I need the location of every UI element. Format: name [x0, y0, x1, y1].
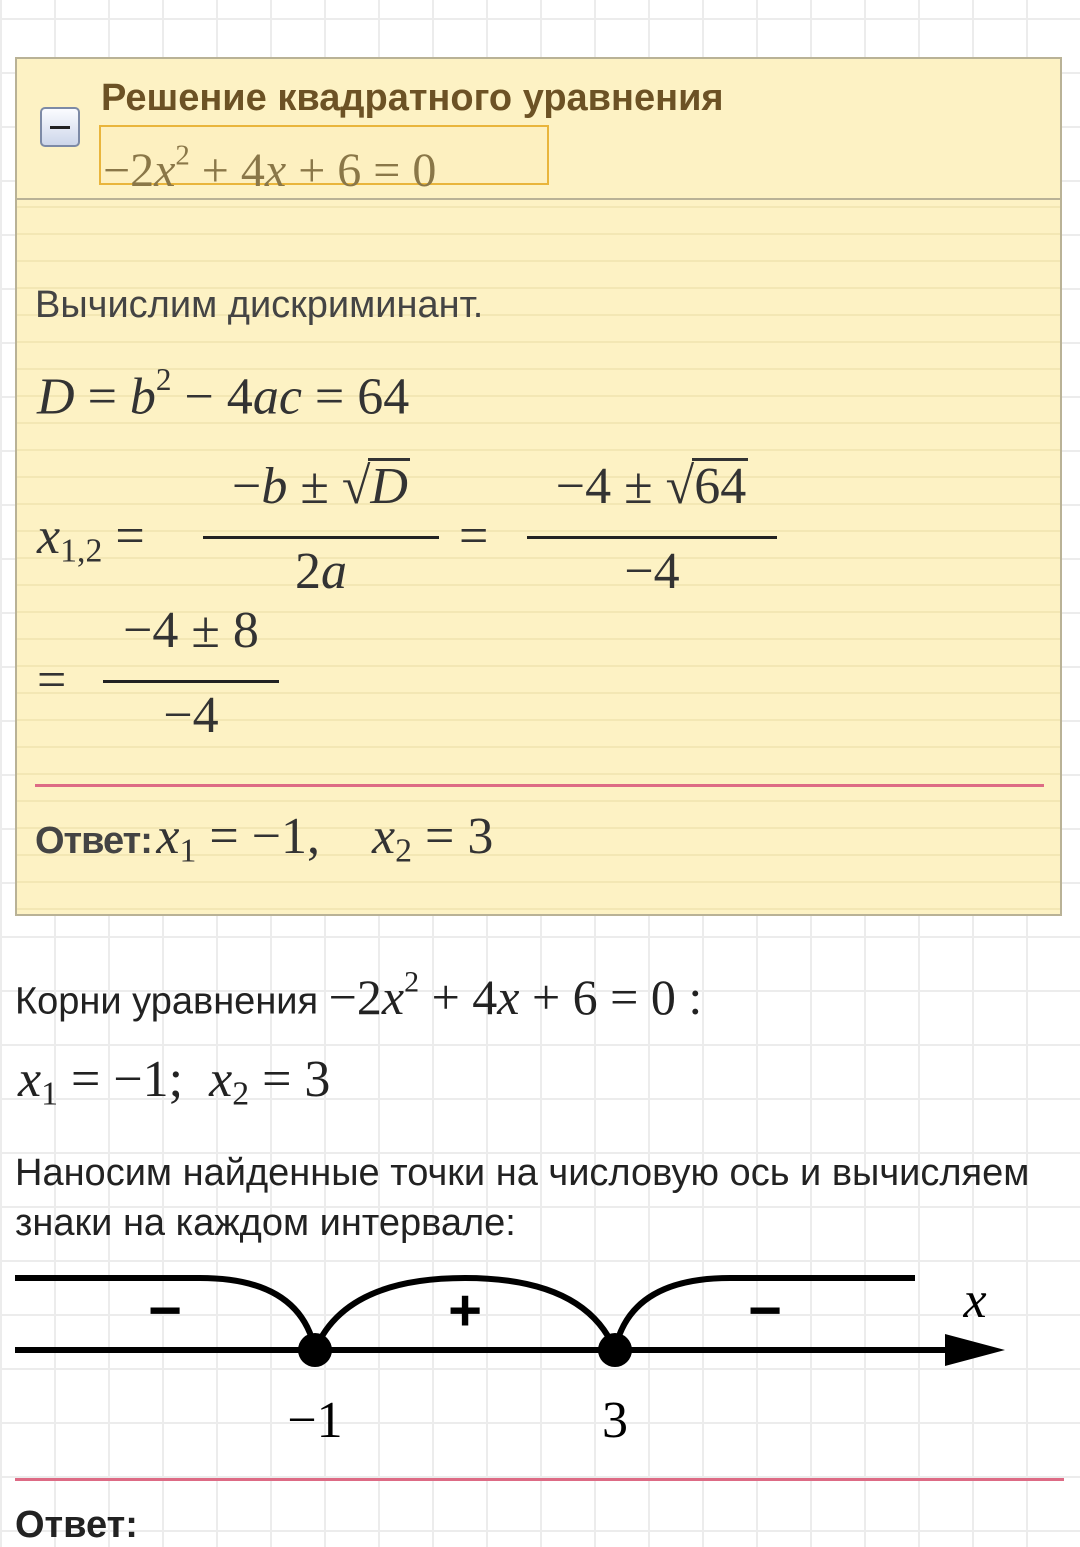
roots-values: $x_1 = -1$; $x_2 = 3$	[18, 1051, 331, 1113]
roots-intro-line	[15, 965, 702, 1026]
discriminant-formula: $D = b^2 - 4ac = 64$	[37, 362, 410, 426]
fraction-bar	[103, 680, 279, 683]
number-line-diagram	[0, 1262, 1080, 1462]
equation-input[interactable]	[99, 125, 549, 197]
point-marker	[598, 1333, 632, 1367]
solution-card-header	[17, 59, 1060, 200]
equals-sign: =	[37, 652, 67, 709]
collapse-minus-icon[interactable]	[40, 107, 80, 147]
fraction-bar	[203, 536, 439, 539]
sign-label-3: −	[748, 1278, 782, 1343]
solution-title: Решение квадратного уравнения	[101, 77, 724, 119]
equals-sign: =	[459, 508, 489, 565]
fraction-numerator: −b ± √D	[232, 458, 408, 515]
sign-label-2: +	[448, 1278, 482, 1343]
answer-divider	[35, 784, 1044, 787]
fraction-bar	[527, 536, 777, 539]
roots-equation: $-2x^2 + 4x + 6 = 0$ :	[328, 965, 703, 1025]
axis-variable-label: x	[963, 1272, 987, 1329]
fraction-numerator: −4 ± 8	[123, 602, 259, 659]
roots-intro-text: Корни уравнения	[15, 980, 319, 1023]
solution-card	[15, 57, 1062, 916]
fraction-numerator: −4 ± √64	[555, 458, 747, 515]
answer-row	[35, 807, 493, 870]
axis-arrow-icon	[945, 1334, 1005, 1366]
next-answer-label: Ответ:	[15, 1504, 138, 1546]
bottom-divider	[15, 1478, 1064, 1481]
point-label-1: −1	[287, 1392, 343, 1449]
paragraph-text: Наносим найденные точки на числовую ось и вычисляем знаки на каждом интервале:	[15, 1152, 1030, 1244]
roots-formula-lhs: $x_{1,2}$ =	[37, 508, 145, 570]
fraction-denominator: −4	[163, 687, 219, 744]
sign-label-1: −	[148, 1278, 182, 1343]
fraction-denominator: −4	[624, 543, 680, 600]
equation-text: $-2x^2 + 4x + 6 = 0$	[103, 139, 437, 197]
point-marker	[298, 1333, 332, 1367]
point-label-2: 3	[602, 1392, 628, 1449]
fraction-denominator: 2a	[295, 543, 347, 600]
answer-label: Ответ:	[35, 820, 152, 862]
answer-value: $x_1 = -1$, $x_2 = 3$	[156, 808, 494, 870]
step-text: Вычислим дискриминант.	[35, 284, 484, 326]
